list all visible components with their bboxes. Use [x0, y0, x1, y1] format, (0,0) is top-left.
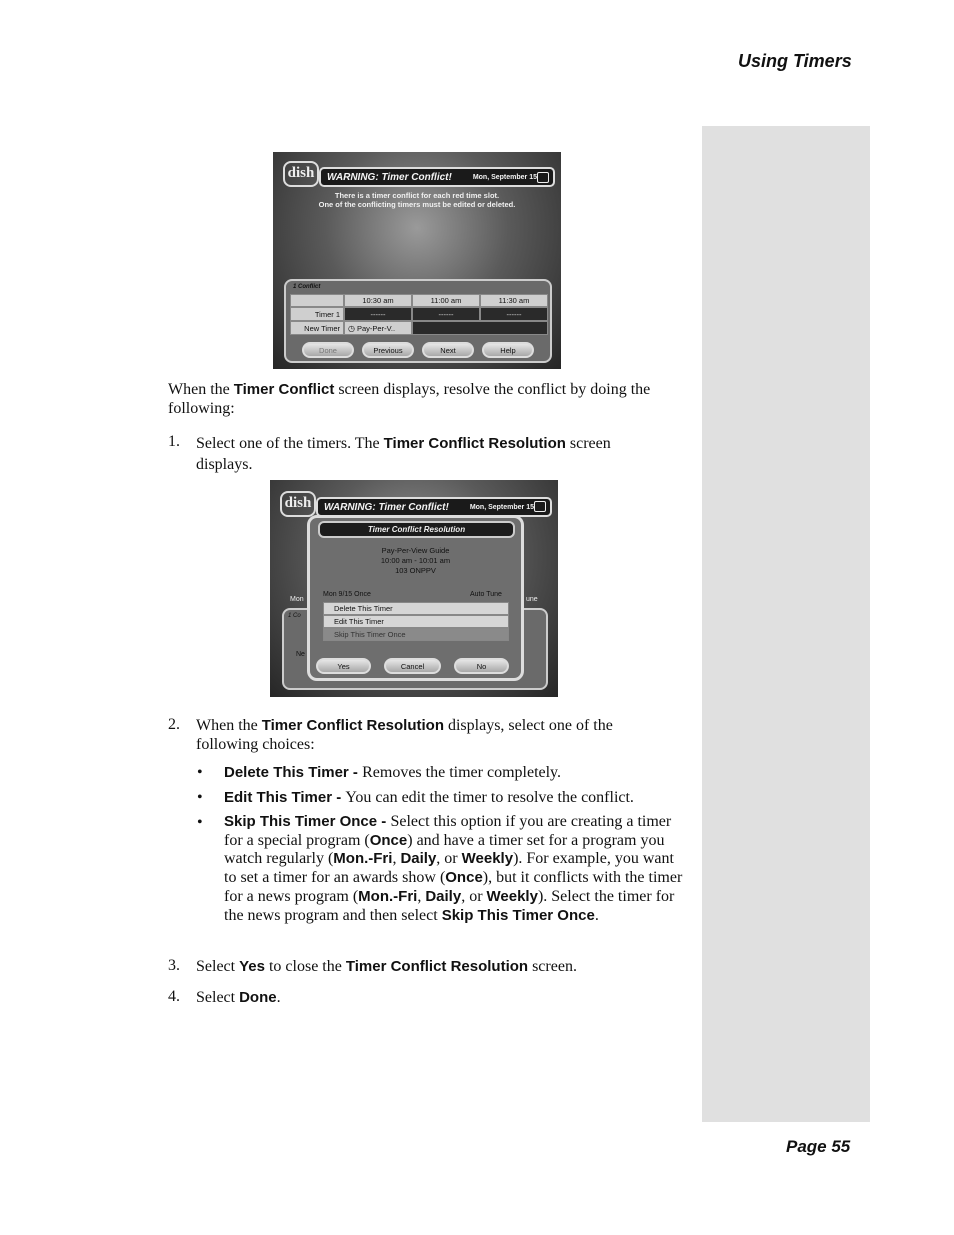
conflict-message-line2: One of the conflicting timers must be edited or deleted.	[318, 200, 516, 209]
bullet-skip-this-timer-once: Skip This Timer Once - Select this option if you are creating a timer for a special program (Once) and have a timer set for a program you watch regularly (Mon.-Fri, Daily, or Weekly). For example, you want to set a timer for an awards show (Once), but it conflicts with the timer for a news program (Mon.-Fri, Daily, or Weekly). Select the timer for the news program and then select Skip This Timer Once.	[224, 813, 683, 924]
margin-sidebar	[702, 126, 870, 1122]
yes-button[interactable]: Yes	[316, 658, 371, 674]
new-timer-slot[interactable]	[412, 321, 548, 335]
bullet-delete-this-timer: Delete This Timer - Removes the timer completely.	[224, 764, 562, 781]
warning-title: WARNING: Timer Conflict!	[324, 501, 449, 513]
timer1-row-label[interactable]: Timer 1	[290, 307, 344, 321]
banner-date: Mon, September 15	[469, 504, 534, 511]
page-number: Page 55	[786, 1137, 851, 1156]
background-fragment: une	[526, 596, 538, 603]
step1-text: Select one of the timers. The Timer Conflict Resolution screen displays.	[196, 435, 611, 473]
conflict-message-line1: There is a timer conflict for each red time slot.	[334, 191, 500, 200]
help-button[interactable]: Help	[482, 342, 534, 358]
resolution-dialog	[307, 515, 524, 681]
step3-text: Select Yes to close the Timer Conflict Resolution screen.	[196, 958, 577, 975]
background-fragment: 1 Co	[288, 613, 301, 619]
timer-schedule: Mon 9/15 Once	[323, 591, 371, 598]
dish-logo: dish	[283, 161, 319, 187]
grid-corner	[290, 294, 344, 307]
step-number: 2.	[168, 716, 180, 733]
no-button[interactable]: No	[454, 658, 509, 674]
term-done: Done	[239, 989, 277, 1006]
intro-paragraph: When the Timer Conflict screen displays, resolve the conflict by doing the following:	[168, 381, 651, 417]
timer-conflict-screenshot	[273, 152, 561, 369]
dish-logo: dish	[280, 491, 316, 517]
program-name: Pay-Per-View Guide	[381, 546, 450, 555]
conflict-count-label: 1 Conflict	[293, 284, 321, 290]
clock-icon: ◷	[348, 323, 355, 333]
program-time: 10:00 am - 10:01 am	[380, 556, 451, 565]
term-timer-conflict-resolution: Timer Conflict Resolution	[261, 717, 444, 734]
background-fragment: Ne	[296, 651, 305, 658]
cancel-button[interactable]: Cancel	[384, 658, 441, 674]
background-fragment: Mon	[290, 596, 304, 603]
delete-this-timer-option[interactable]: Delete This Timer	[323, 602, 509, 615]
bullet-marker: •	[197, 789, 203, 806]
term-yes: Yes	[239, 958, 265, 975]
new-timer-program-label: Pay-Per-V..	[356, 323, 396, 333]
next-button[interactable]: Next	[422, 342, 474, 358]
dialog-title: Timer Conflict Resolution	[318, 521, 515, 538]
bullet-edit-this-timer: Edit This Timer - You can edit the timer to resolve the conflict.	[224, 789, 634, 806]
step-number: 1.	[168, 433, 180, 450]
timer1-slot[interactable]: ------	[344, 307, 412, 321]
conflict-grid-panel	[284, 279, 552, 363]
warning-title: WARNING: Timer Conflict!	[327, 171, 452, 183]
timer1-slot[interactable]: ------	[480, 307, 548, 321]
program-channel: 103 ONPPV	[395, 566, 436, 575]
timer-conflict-resolution-screenshot	[270, 480, 558, 697]
timer1-slot[interactable]: ------	[412, 307, 480, 321]
term-timer-conflict: Timer Conflict	[233, 381, 335, 398]
time-slot-header: 11:00 am	[412, 294, 480, 307]
step-number: 3.	[168, 957, 180, 974]
term-delete-this-timer: Delete This Timer -	[224, 764, 363, 781]
time-slot-header: 10:30 am	[344, 294, 412, 307]
step2-text: When the Timer Conflict Resolution displays, select one of the following choices:	[196, 717, 613, 753]
page-header-title: Using Timers	[738, 51, 852, 71]
tune-mode: Auto Tune	[470, 591, 502, 598]
term-edit-this-timer: Edit This Timer -	[224, 789, 346, 806]
new-timer-row-label[interactable]: New Timer	[290, 321, 344, 335]
tv-icon	[534, 501, 546, 512]
previous-button[interactable]: Previous	[362, 342, 414, 358]
tv-icon	[537, 172, 549, 183]
skip-this-timer-once-option[interactable]: Skip This Timer Once	[323, 628, 509, 641]
step4-text: Select Done.	[196, 989, 281, 1006]
new-timer-program[interactable]	[344, 321, 412, 335]
time-slot-header: 11:30 am	[480, 294, 548, 307]
term-timer-conflict-resolution: Timer Conflict Resolution	[383, 435, 566, 452]
step-number: 4.	[168, 988, 180, 1005]
bullet-marker: •	[197, 814, 203, 831]
bullet-marker: •	[197, 764, 203, 781]
banner-date: Mon, September 15	[472, 174, 537, 181]
edit-this-timer-option[interactable]: Edit This Timer	[323, 615, 509, 628]
term-timer-conflict-resolution: Timer Conflict Resolution	[345, 958, 529, 975]
done-button[interactable]: Done	[302, 342, 354, 358]
